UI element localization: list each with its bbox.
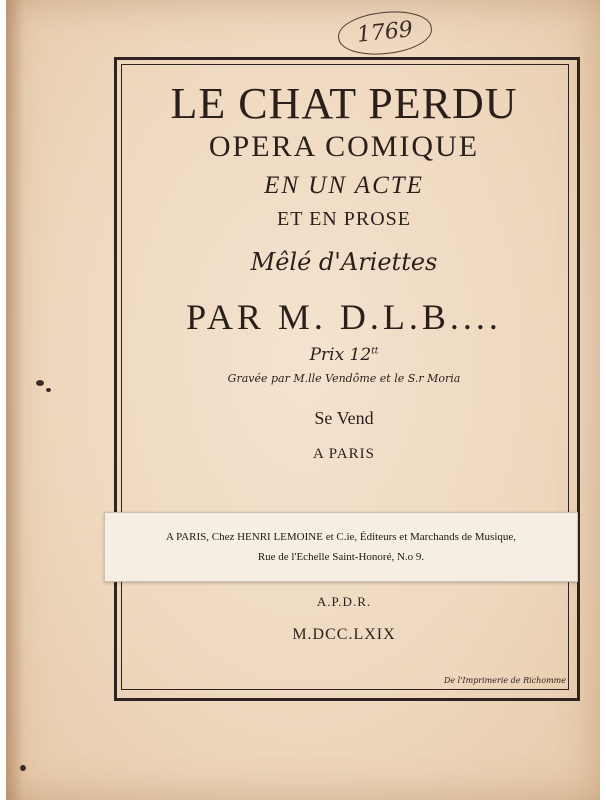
ink-blot (20, 765, 26, 771)
acts-line: EN UN ACTE (264, 172, 424, 199)
city-line: A PARIS (313, 446, 375, 462)
form-line: ET EN PROSE (277, 208, 411, 230)
date-line: M.DCC.LXIX (292, 626, 396, 643)
handwritten-year: 1769 (336, 7, 434, 59)
engraver-line: Gravée par M.lle Vendôme et le S.r Moria (227, 372, 461, 385)
author-line (121, 296, 567, 338)
sale-line: Se Vend (314, 408, 374, 428)
ariettes-line: Mêlé d'Ariettes (250, 248, 438, 276)
publisher-slip (104, 512, 578, 582)
genre-line: OPERA COMIQUE (208, 130, 480, 163)
publisher-line-2: Rue de l'Echelle Saint-Honoré, N.o 9. (257, 551, 425, 563)
ink-blot (46, 388, 51, 392)
publisher-line-1: A PARIS, Chez HENRI LEMOINE et C.ie, Éditeurs et Marchands de Musique, (165, 531, 517, 543)
page-title: LE CHAT PERDU (170, 79, 518, 128)
imprint-line: De l'Imprimerie de Richomme (443, 676, 566, 685)
privilege-line: A.P.D.R. (316, 594, 372, 609)
price-line (121, 345, 567, 365)
ink-blot (36, 380, 44, 386)
price-superscript: tt (371, 346, 379, 357)
author-text: PAR M. D.L.B.... (186, 297, 502, 337)
price-text: Prix 12 (309, 345, 372, 365)
